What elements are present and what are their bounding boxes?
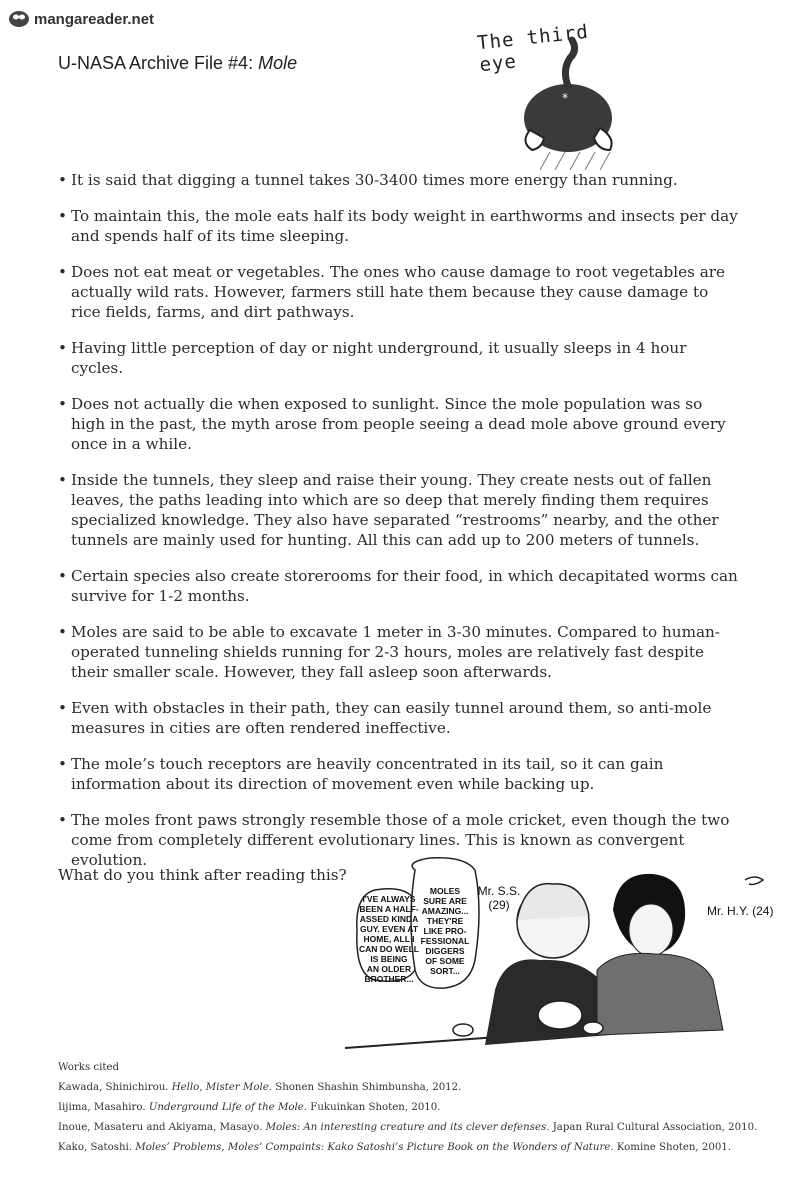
fact-item: • Certain species also create storerooms for their food, in which decapitated worms can survive for 1-2 months. — [58, 566, 738, 606]
svg-text:*: * — [562, 91, 568, 105]
citation-publisher: . Fukuinkan Shoten, 2010. — [303, 1102, 441, 1113]
citation — [58, 1098, 778, 1118]
citation — [58, 1118, 778, 1138]
fact-item: • The moles front paws strongly resemble those of a mole cricket, even though the two come from completely different evolutionary lines. This is known as convergent evolution. — [58, 810, 738, 870]
character-label-hy: Mr. H.Y. (24) — [707, 904, 774, 918]
citation — [58, 1138, 778, 1158]
citation-title: Hello, Mister Mole — [171, 1082, 269, 1093]
citation-author: Kako, Satoshi. — [58, 1142, 136, 1153]
mole-sketch-illustration — [470, 20, 640, 170]
fact-item: • Having little perception of day or night underground, it usually sleeps in 4 hour cycles. — [58, 338, 738, 378]
citation-publisher: . Shonen Shashin Shimbunsha, 2012. — [268, 1082, 462, 1093]
facts-list — [58, 170, 738, 886]
fact-item: • Does not actually die when exposed to sunlight. Since the mole population was so high in the past, the myth arose from people seeing a dead mole above ground every once in a while. — [58, 394, 738, 454]
watermark-text: mangareader.net — [34, 10, 155, 28]
works-cited — [58, 1058, 778, 1158]
works-cited-heading: Works cited — [58, 1062, 120, 1073]
speech-bubble-right: MOLES SURE ARE AMAZING... THEY'RE LIKE PRO- FESSIONAL DIGGERS OF SOME SORT... — [420, 886, 470, 976]
fact-item: • Inside the tunnels, they sleep and raise their young. They create nests out of fallen leaves, the paths leading into which are so deep that merely finding them requires specialized knowledge. They also have separated “restrooms” nearby, and the other tunnels are mainly used for hunting. All this can add up to 200 meters of tunnels. — [58, 470, 738, 550]
citation-title: Underground Life of the Mole — [148, 1102, 304, 1113]
citation-title: Moles: An interesting creature and its clever defenses — [265, 1122, 547, 1133]
page-title — [58, 53, 297, 74]
fact-item: • It is said that digging a tunnel takes 30-3400 times more energy than running. — [58, 170, 738, 190]
speech-bubble-left: I'VE ALWAYS BEEN A HALF- ASSED KINDA GUY. EVEN AT HOME, ALL I CAN DO WELL IS BEING AN OLDER BROTHER... — [359, 894, 419, 984]
manga-logo-icon — [8, 9, 30, 29]
sketch-caption: The third eye — [476, 20, 590, 77]
citation-author: Inoue, Masateru and Akiyama, Masayo. — [58, 1122, 266, 1133]
reader-question: What do you think after reading this? — [58, 866, 347, 884]
citation-publisher: . Komine Shoten, 2001. — [610, 1142, 732, 1153]
fact-item: • The mole’s touch receptors are heavily concentrated in its tail, so it can gain information about its direction of movement even while backing up. — [58, 754, 738, 794]
fact-item: • Even with obstacles in their path, they can easily tunnel around them, so anti-mole measures in cities are often rendered ineffective. — [58, 698, 738, 738]
citation-publisher: . Japan Rural Cultural Association, 2010. — [546, 1122, 758, 1133]
title-subject: Mole — [258, 53, 298, 73]
comic-panel — [335, 850, 780, 1050]
fact-item: • Does not eat meat or vegetables. The ones who cause damage to root vegetables are actually wild rats. However, farmers still hate them because they cause damage to rice fields, farms, and dirt pathways. — [58, 262, 738, 322]
citation — [58, 1078, 778, 1098]
citation-author: Iijima, Masahiro. — [58, 1102, 149, 1113]
fact-item: • Moles are said to be able to excavate 1 meter in 3-30 minutes. Compared to human-operated tunneling shields running for 2-3 hours, moles are relatively fast despite their smaller scale. However, they fall asleep soon afterwards. — [58, 622, 738, 682]
citation-author: Kawada, Shinichirou. — [58, 1082, 172, 1093]
character-label-ss: Mr. S.S. (29) — [477, 884, 521, 912]
citation-title: Moles’ Problems, Moles’ Compaints: Kako Satoshi’s Picture Book on the Wonders of Nature — [135, 1142, 611, 1153]
watermark — [8, 8, 154, 30]
title-prefix: U-NASA Archive File #4: — [58, 53, 259, 73]
fact-item: • To maintain this, the mole eats half its body weight in earthworms and insects per day and spends half of its time sleeping. — [58, 206, 738, 246]
